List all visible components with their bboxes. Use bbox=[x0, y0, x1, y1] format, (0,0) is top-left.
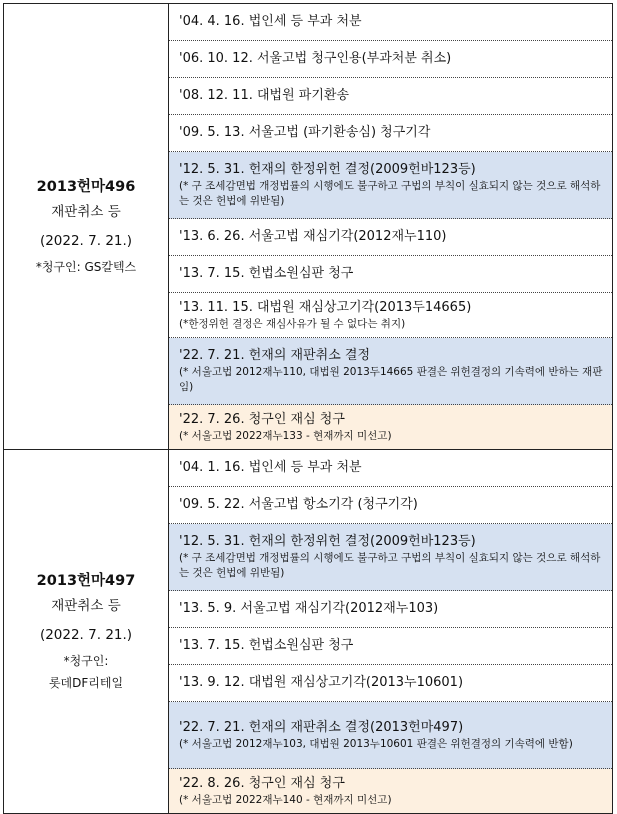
event-text: '12. 5. 31. 헌재의 한정위헌 결정(2009헌바123등) bbox=[179, 534, 476, 549]
event-text: '13. 7. 15. 헌법소원심판 청구 bbox=[179, 266, 354, 281]
case-info-cell bbox=[4, 4, 169, 450]
case-number: 2013헌마496 bbox=[36, 178, 136, 195]
event-text: '09. 5. 13. 서울고법 (파기환송심) 청구기각 bbox=[179, 125, 431, 140]
event-row bbox=[169, 219, 613, 256]
event-row bbox=[169, 293, 613, 338]
event-text: '04. 1. 16. 법인세 등 부과 처분 bbox=[179, 460, 362, 475]
event-row bbox=[169, 115, 613, 152]
event-row bbox=[169, 256, 613, 293]
event-text: '13. 6. 26. 서울고법 재심기각(2012재누110) bbox=[179, 229, 447, 244]
event-text: '13. 11. 15. 대법원 재심상고기각(2013두14665) bbox=[179, 299, 472, 315]
event-row bbox=[169, 591, 613, 628]
event-text: '13. 7. 15. 헌법소원심판 청구 bbox=[179, 638, 354, 653]
event-row-highlighted bbox=[169, 524, 613, 591]
event-note: (* 서울고법 2022재누140 - 현재까지 미선고) bbox=[179, 793, 392, 806]
event-note: (* 구 조세감면법 개정법률의 시행에도 불구하고 구법의 부칙이 실효되지 않는 것으로 해석하는 것은 헌법에 위반됨) bbox=[179, 180, 601, 207]
petitioner-name: 롯데DF리테일 bbox=[48, 675, 124, 690]
event-row bbox=[169, 4, 613, 41]
event-row bbox=[169, 41, 613, 78]
event-text: '13. 9. 12. 대법원 재심상고기각(2013누10601) bbox=[179, 675, 464, 690]
decision-date: (2022. 7. 21.) bbox=[39, 626, 133, 643]
event-text: '22. 8. 26. 청구인 재심 청구 bbox=[179, 775, 345, 791]
event-text: '12. 5. 31. 헌재의 한정위헌 결정(2009헌바123등) bbox=[179, 162, 476, 177]
event-row-highlighted bbox=[169, 702, 613, 769]
event-row-highlighted bbox=[169, 338, 613, 405]
event-row bbox=[169, 665, 613, 702]
event-row bbox=[169, 78, 613, 115]
event-text: '09. 5. 22. 서울고법 항소기각 (청구기각) bbox=[179, 497, 418, 512]
event-row-pending bbox=[169, 769, 613, 814]
case-info-cell bbox=[4, 450, 169, 814]
case-timeline-table bbox=[3, 3, 613, 814]
event-text: '06. 10. 12. 서울고법 청구인용(부과처분 취소) bbox=[179, 51, 452, 66]
event-text: '22. 7. 21. 헌재의 재판취소 결정(2013헌마497) bbox=[179, 719, 464, 735]
event-row-pending bbox=[169, 405, 613, 450]
event-row bbox=[169, 487, 613, 524]
event-text: '22. 7. 26. 청구인 재심 청구 bbox=[179, 411, 345, 427]
event-text: '13. 5. 9. 서울고법 재심기각(2012재누103) bbox=[179, 601, 439, 616]
event-text: '22. 7. 21. 헌재의 재판취소 결정 bbox=[179, 348, 371, 363]
event-text: '08. 12. 11. 대법원 파기환송 bbox=[179, 88, 350, 103]
petitioner-label: *청구인: GS칼텍스 bbox=[35, 259, 137, 274]
event-note: (* 구 조세감면법 개정법률의 시행에도 불구하고 구법의 부칙이 실효되지 않는 것으로 해석하는 것은 헌법에 위반됨) bbox=[179, 552, 601, 579]
event-note: (* 서울고법 2022재누133 - 현재까지 미선고) bbox=[179, 429, 392, 442]
event-note: (*한정위헌 결정은 재심사유가 될 수 없다는 취지) bbox=[179, 317, 406, 330]
event-text: '04. 4. 16. 법인세 등 부과 처분 bbox=[179, 14, 362, 29]
case-type: 재판취소 등 bbox=[51, 597, 121, 614]
case-type: 재판취소 등 bbox=[51, 203, 121, 220]
decision-date: (2022. 7. 21.) bbox=[39, 232, 133, 249]
event-row bbox=[169, 628, 613, 665]
event-row bbox=[169, 450, 613, 487]
event-note: (* 서울고법 2012재누110, 대법원 2013두14665 판결은 위헌결정의 기속력에 반하는 재판임) bbox=[179, 366, 603, 393]
event-note: (* 서울고법 2012재누103, 대법원 2013누10601 판결은 위헌결정의 기속력에 반함) bbox=[179, 737, 573, 750]
event-row-highlighted bbox=[169, 152, 613, 219]
petitioner-label: *청구인: bbox=[63, 653, 109, 668]
case-number: 2013헌마497 bbox=[36, 572, 136, 589]
